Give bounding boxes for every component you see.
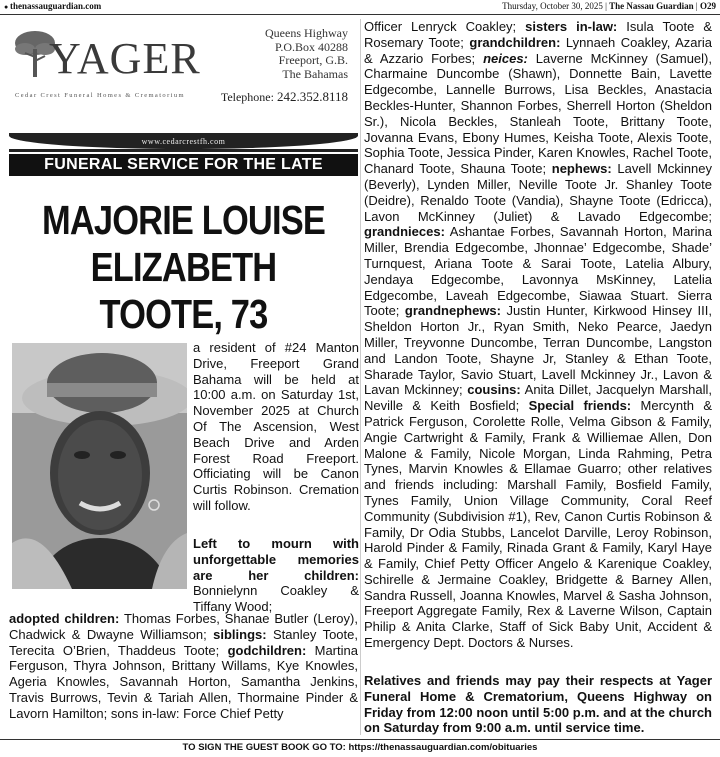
survivors-list-left — [9, 611, 358, 722]
relation-names: Laverne McKinney (Samuel), Charmaine Duncombe (Shawn), Donnette Bain, Lavette Edgecombe, Lannelle Burrows, Lisa Beckles, Anastacia Beckles-Hunter, Shannon Forbes, Sherrell Horton (Sheldon Sr.), Nicola Beckles, Stanleah Toote, Brittany Toote, Jovanna Evans, Ebony Humes, Keisha Toote, Alexis Toote, Sophia Toote, Jessica Pinder, Karen Knowles, Rachel Toote, Chanard Toote, Shauna Toote; — [364, 50, 712, 177]
survivors-intro — [193, 536, 359, 615]
left-column — [9, 19, 358, 735]
survivors-list-right — [364, 19, 712, 651]
issue-date: Thursday, October 30, 2025 — [502, 1, 603, 11]
relation-names: Ashantae Forbes, Savannah Horton, Marina Miller, Brendia Edgecombe, Jhonnae’ Edgecombe, Shade’ Turnquest, Ariana Toote & Sarai Toote, Latelia Albury, Jendaya Edgecombe, Lavonnya MsKinney, Latelia Edgecombe, Laveah Edgecombe, Siawaa Stuart. Sierra Toote; — [364, 224, 712, 319]
page-header — [0, 0, 720, 15]
survivors-heading: Left to mourn with unforgettable memories are her children: — [193, 536, 359, 583]
address-line: Freeport, G.B. — [278, 53, 348, 67]
paper-name: The Nassau Guardian — [609, 1, 694, 11]
relation-names: Martina Ferguson, Thyra Johnson, Brittany Willams, Kye Knowles, Ageria Knowles, Savannah Horton, Samantha Jenkins, Travis Burrows, Tevin & Tariah Allen, Thormaine Pinder & Lavorn Hamilton; sons in-law: Force Chief Petty — [9, 642, 358, 721]
relation-label: siblings: — [213, 626, 267, 642]
relation-names: Justin Hunter, Kirkwood Hinsey III, Sheldon Horton Jr., Ryan Smith, Neko Pearce, Jaedyn Miller, Treyvonne Duncombe, Terran Duncombe, Langston and Landon Toote, Shayne Jr, Stanley & Ethan Toote, Sharade Taylor, Savio Stuart, Lavell Mckinney Jr., Lavon & Lavan Mckinney; — [364, 303, 712, 398]
relation-label: grandnieces: — [364, 224, 445, 240]
portrait-image — [12, 343, 187, 589]
relation-label: nephews: — [551, 161, 612, 177]
relation-names: Lynnaeh Coakley, Azaria & Azzario Forbes; — [364, 34, 712, 66]
funeral-home-ad — [9, 19, 358, 152]
relation-label: Special friends: — [528, 398, 632, 414]
visitation-notice: Relatives and friends may pay their respects at Yager Funeral Home & Crematorium, Queens Highway on Friday from 12:00 noon until 5:00 p.m. and at the church on Saturday from 9:00 a.m. until service time. — [364, 673, 712, 736]
name-line: ELIZABETH — [90, 244, 277, 290]
relation-label: adopted children: — [9, 611, 120, 626]
relation-label: cousins: — [467, 382, 521, 398]
relation-label: grandnephews: — [404, 303, 501, 319]
relation-label: godchildren: — [227, 642, 307, 658]
service-details: a resident of #24 Manton Drive, Freeport Grand Bahama will be held at 10:00 a.m. on Saturday 1st, November 2025 at Church Of The Ascension, West Beach Drive and Arden Forest Road Freeport. Officiating will be Canon Curtis Robinson. Cremation will follow. — [193, 340, 359, 513]
column-divider — [360, 19, 361, 735]
relation-names: Officer Lenryck Coakley; — [364, 19, 517, 34]
funeral-home-address — [265, 27, 348, 81]
guest-book-link[interactable]: https://thenassauguardian.com/obituaries — [348, 742, 538, 753]
funeral-home-tagline: Cedar Crest Funeral Homes & Crematorium — [15, 92, 185, 99]
address-line: The Bahamas — [282, 66, 348, 81]
funeral-home-phone — [221, 89, 348, 105]
relation-names: Anita Dillet, Jacquelyn Marshall, Neville & Keith Bosfield; — [364, 382, 712, 414]
address-line: P.O.Box 40288 — [274, 39, 348, 54]
header-date-line: Thursday, October 30, 2025 | The Nassau Guardian | O29 — [502, 1, 716, 11]
deceased-name — [37, 197, 330, 338]
name-line: TOOTE, 73 — [99, 291, 268, 337]
relation-names: Isula Toote & Rosemary Toote; — [364, 19, 712, 50]
relation-label: grandchildren: — [469, 34, 561, 50]
phone-number: 242.352.8118 — [276, 89, 348, 104]
guest-book-footer — [0, 739, 720, 757]
phone-label: Telephone: — [220, 90, 274, 104]
guest-book-prompt: TO SIGN THE GUEST BOOK GO TO: — [182, 742, 346, 753]
funeral-home-website[interactable]: www.cedarcrestfh.com — [141, 137, 226, 146]
relation-label: neices: — [483, 50, 528, 66]
relation-names: Mercynth & Patrick Ferguson, Corolette Rolle, Velma Gibson & Family, Angie Cartwright & Family, Frank & Williemae Allen, Don Malone & Family, Nicole Morgan, Linda Rahming, Petra Tynes, Marvin Knowles & Ellamae Guarro; other relatives and friends including: Marshall Family, Bosfield Family, Tynes Family, Union Village Community, Coral Reef Community (Subdivision #1), Rev, Canon Curtis Robinson & Family, Dr Odia Stubbs, Lancelot Darville, Leroy Robinson, Harold Pinder & Family, Rinada Grant & Family, Karyl Haye & Family, Chief Petty Officer Angelo & Karenique Coakley, Schirelle & Jermaine Coakley, Bridgette & Barney Allen, Sandra Russell, Joanna Knowles, Marvel & Sasha Johnson, Freeport Aggregate Family, Rex & Laverne Wilson, Captain Philip & Anita Clarke, Staff of Sick Baby Unit, Accident & Emergency Dept. Doctors & Nurses. — [364, 398, 712, 651]
address-line: Queens Highway — [265, 26, 348, 40]
site-name-text: thenassauguardian.com — [9, 1, 102, 11]
funeral-home-brand: YAGER — [49, 34, 201, 83]
service-label: FUNERAL SERVICE FOR THE LATE — [9, 154, 358, 176]
relation-names: Stanley Toote, Terecita O’Brien, Thaddeus Toote; — [9, 626, 358, 658]
children-list: Bonnielynn Coakley & Tiffany Wood; — [193, 583, 359, 615]
relation-names: Thomas Forbes, Shanae Butler (Leroy), Chadwick & Dwayne Williamson; — [9, 611, 358, 642]
relation-label: sisters in-law: — [525, 19, 618, 34]
deceased-photo — [12, 343, 187, 589]
site-name[interactable]: ● thenassauguardian.com — [4, 1, 102, 11]
relation-names: Lavell Mckinney (Beverly), Lynden Miller, Neville Toote Jr. Shanley Toote (Deidre), Renaldo Toote (Vandia), Shayne Toote (Edricca), Lavon McKinney (Juliet) & Lavado Edgecombe; — [364, 161, 712, 224]
page-number: O29 — [699, 1, 716, 11]
name-line: MAJORIE LOUISE — [42, 197, 325, 243]
